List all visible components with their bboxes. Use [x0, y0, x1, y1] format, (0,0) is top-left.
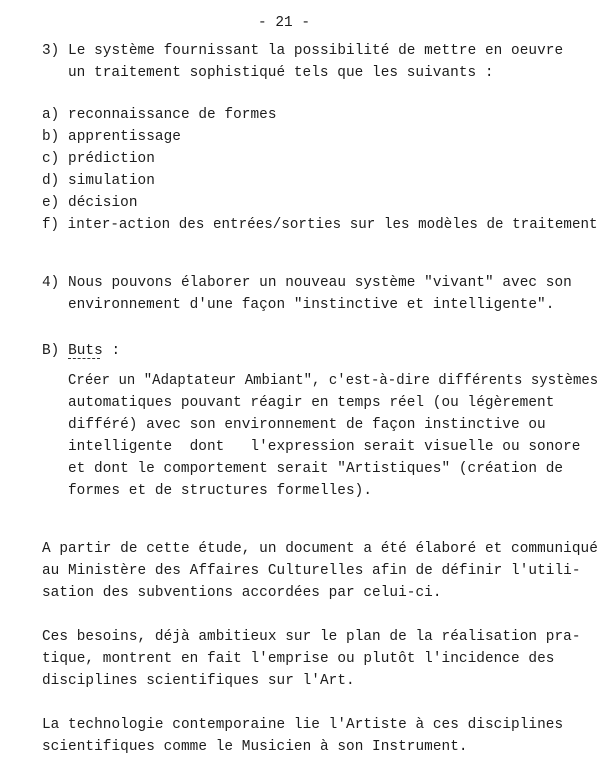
- buts-prefix: B): [42, 343, 69, 359]
- item-3-line-2: un traitement sophistiqué tels que les suivants :: [68, 65, 494, 81]
- buts-line-3: différé) avec son environnement de façon instinctive ou: [68, 417, 546, 433]
- item-3-line-1: 3) Le système fournissant la possibilité de mettre en oeuvre: [42, 43, 564, 59]
- paragraph-3-line-2: scientifiques comme le Musicien à son Instrument.: [42, 739, 468, 755]
- paragraph-1-line-2: au Ministère des Affaires Culturelles afin de définir l'utili-: [42, 563, 581, 579]
- list-item-d: d) simulation: [42, 173, 155, 189]
- buts-line-4: intelligente dont l'expression serait visuelle ou sonore: [68, 439, 581, 455]
- item-4-line-2: environnement d'une façon "instinctive et intelligente".: [68, 297, 555, 313]
- buts-colon: :: [102, 343, 121, 359]
- buts-line-2: automatiques pouvant réagir en temps réel (ou légèrement: [68, 395, 555, 411]
- buts-line-5: et dont le comportement serait "Artistiques" (création de: [68, 461, 564, 477]
- paragraph-2-line-3: disciplines scientifiques sur l'Art.: [42, 673, 355, 689]
- paragraph-2-line-2: tique, montrent en fait l'emprise ou plutôt l'incidence des: [42, 651, 555, 667]
- list-item-b: b) apprentissage: [42, 129, 181, 145]
- item-4-line-1: 4) Nous pouvons élaborer un nouveau système "vivant" avec son: [42, 275, 572, 291]
- list-item-c: c) prédiction: [42, 151, 155, 167]
- paragraph-2-line-1: Ces besoins, déjà ambitieux sur le plan de la réalisation pra-: [42, 629, 581, 645]
- page-number: - 21 -: [258, 15, 311, 31]
- paragraph-3-line-1: La technologie contemporaine lie l'Artiste à ces disciplines: [42, 717, 564, 733]
- paragraph-1-line-3: sation des subventions accordées par celui-ci.: [42, 585, 442, 601]
- paragraph-1-line-1: A partir de cette étude, un document a été élaboré et communiqué: [42, 541, 598, 557]
- list-item-e: e) décision: [42, 195, 138, 211]
- buts-heading: Buts: [68, 343, 103, 359]
- buts-line-6: formes et de structures formelles).: [68, 483, 373, 499]
- buts-underline: [68, 358, 100, 359]
- list-item-f: f) inter-action des entrées/sorties sur les modèles de traitement: [42, 217, 598, 233]
- buts-line-1: Créer un "Adaptateur Ambiant", c'est-à-dire différents systèmes: [68, 373, 599, 389]
- list-item-a: a) reconnaissance de formes: [42, 107, 277, 123]
